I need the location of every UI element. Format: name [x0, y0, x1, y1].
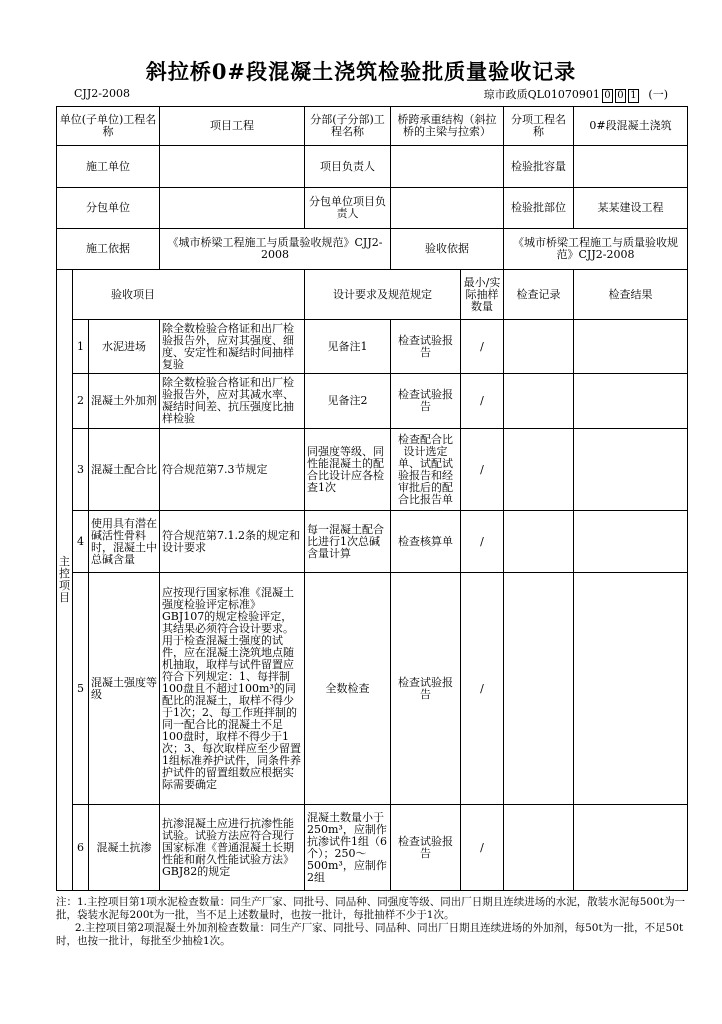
row-item-name: 混凝土强度等级 [89, 573, 160, 805]
form-code-suffix: (一) [648, 88, 668, 101]
row-item-name: 混凝土配合比 [89, 429, 160, 511]
column-header-item: 验收项目 [73, 270, 305, 320]
item-name-value[interactable]: 0#段混凝土浇筑 [574, 107, 688, 146]
batch-location-label: 检验批部位 [504, 188, 574, 229]
subcontractor-value[interactable] [160, 188, 305, 229]
form-code-digit: 0 [615, 89, 626, 103]
table-row [57, 374, 688, 429]
note-1: 注：1.主控项目第1项水泥检查数量：同生产厂家、同批号、同品种、同强度等级、同出厂日期且连续进场的水泥，散装水泥每500t为一批，袋装水泥每200t为一批，当不足上述数量时，也按一批计，每批抽样不少于1次。 [56, 896, 685, 921]
row-requirement: 除全数检验合格证和出厂检验报告外，应对其强度、细度、安定性和凝结时间抽样复验 [160, 320, 305, 374]
row-method: 检查试验报告 [391, 374, 461, 429]
row-number: 4 [73, 511, 89, 573]
unit-name-value[interactable]: 项目工程 [160, 107, 305, 146]
project-manager-label: 项目负责人 [305, 146, 391, 188]
row-method: 检查试验报告 [391, 805, 461, 891]
inspection-record-table [56, 106, 688, 891]
sub-pm-label: 分包单位项目负责人 [305, 188, 391, 229]
row-record[interactable] [504, 320, 574, 374]
division-name-label: 分部(子分部)工程名称 [305, 107, 391, 146]
acceptance-basis-value[interactable]: 《城市桥梁工程施工与质量验收规范》CJJ2-2008 [504, 229, 688, 270]
row-item-name: 使用具有潜在碱活性骨料时，混凝土中总碱含量 [89, 511, 160, 573]
row-spec: 每一混凝土配合比进行1次总碱含量计算 [305, 511, 391, 573]
row-method: 检查核算单 [391, 511, 461, 573]
table-row [57, 805, 688, 891]
table-row [57, 320, 688, 374]
table-row [57, 429, 688, 511]
batch-location-value[interactable]: 某某建设工程 [574, 188, 688, 229]
row-result[interactable] [574, 320, 688, 374]
row-spec: 见备注2 [305, 374, 391, 429]
row-number: 5 [73, 573, 89, 805]
column-header-sample: 最小/实际抽样数量 [461, 270, 504, 320]
row-record[interactable] [504, 805, 574, 891]
form-code-digit: 0 [602, 89, 613, 103]
row-record[interactable] [504, 573, 574, 805]
batch-capacity-value[interactable] [574, 146, 688, 188]
note-2: 2.主控项目第2项混凝土外加剂检查数量：同生产厂家、同批号、同品种、同出厂日期且连续进场的外加剂，每50t为一批，不足50t时，也按一批计，每批至少抽检1次。 [56, 922, 684, 947]
sub-pm-value[interactable] [391, 188, 504, 229]
row-sample[interactable]: / [461, 805, 504, 891]
column-header-record: 检查记录 [504, 270, 574, 320]
row-item-name: 混凝土抗渗 [89, 805, 160, 891]
row-item-name: 混凝土外加剂 [89, 374, 160, 429]
row-requirement: 应按现行国家标准《混凝土强度检验评定标准》GBJ107的规定检验评定，其结果必须符合设计要求。用于检查混凝土强度的试件，应在混凝土浇筑地点随机抽取，取样与试件留置应符合下列规定：1、每拌制100盘且不超过100m³的同配比的混凝土，取样不得少于1次；2、每工作班拌制的同一配合比的混凝土不足100盘时，取样不得少于1次；3、每次取样应至少留置1组标准养护试件，同条件养护试件的留置组数应根据实际需要确定 [160, 573, 305, 805]
acceptance-basis-label: 验收依据 [391, 229, 504, 270]
page-title: 斜拉桥0#段混凝土浇筑检验批质量验收记录 [145, 59, 577, 84]
row-result[interactable] [574, 573, 688, 805]
row-number: 6 [73, 805, 89, 891]
row-item-name: 水泥进场 [89, 320, 160, 374]
row-sample[interactable]: / [461, 374, 504, 429]
division-name-value[interactable]: 桥跨承重结构（斜拉桥的主梁与拉索） [391, 107, 504, 146]
row-method: 检查试验报告 [391, 320, 461, 374]
row-result[interactable] [574, 429, 688, 511]
row-result[interactable] [574, 374, 688, 429]
row-sample[interactable]: / [461, 429, 504, 511]
row-requirement: 符合规范第7.1.2条的规定和设计要求 [160, 511, 305, 573]
column-header-result: 检查结果 [574, 270, 688, 320]
row-method: 检查配合比设计选定单、试配试验报告和经审批后的配合比报告单 [391, 429, 461, 511]
row-result[interactable] [574, 805, 688, 891]
row-number: 1 [73, 320, 89, 374]
form-code-prefix: 琼市政质QL01070901 [483, 88, 600, 101]
contractor-value[interactable] [160, 146, 305, 188]
row-sample[interactable]: / [461, 320, 504, 374]
row-result[interactable] [574, 511, 688, 573]
unit-name-label: 单位(子单位)工程名称 [57, 107, 160, 146]
main-control-side-label: 主 控 项 目 [57, 270, 73, 891]
form-code [484, 86, 668, 103]
construction-basis-label: 施工依据 [57, 229, 160, 270]
row-sample[interactable]: / [461, 511, 504, 573]
batch-capacity-label: 检验批容量 [504, 146, 574, 188]
row-sample[interactable]: / [461, 573, 504, 805]
project-manager-value[interactable] [391, 146, 504, 188]
table-row [57, 573, 688, 805]
row-spec: 混凝土数量小于250m³，应制作抗渗试件1组（6个）；250～500m³，应制作2组 [305, 805, 391, 891]
row-record[interactable] [504, 374, 574, 429]
construction-basis-value[interactable]: 《城市桥梁工程施工与质量验收规范》CJJ2-2008 [160, 229, 391, 270]
row-number: 2 [73, 374, 89, 429]
row-spec: 同强度等级、同性能混凝土的配合比设计应各检查1次 [305, 429, 391, 511]
column-header-spec: 设计要求及规范规定 [305, 270, 461, 320]
row-record[interactable] [504, 429, 574, 511]
form-code-digit: 1 [628, 89, 639, 103]
row-record[interactable] [504, 511, 574, 573]
subcontractor-label: 分包单位 [57, 188, 160, 229]
row-requirement: 抗渗混凝土应进行抗渗性能试验。试验方法应符合现行国家标准《普通混凝土长期性能和耐久性能试验方法》GBJ82的规定 [160, 805, 305, 891]
standard-code: CJJ2-2008 [74, 87, 130, 100]
row-method: 检查试验报告 [391, 573, 461, 805]
row-spec: 全数检查 [305, 573, 391, 805]
row-number: 3 [73, 429, 89, 511]
table-row [57, 511, 688, 573]
notes [56, 896, 688, 948]
row-spec: 见备注1 [305, 320, 391, 374]
item-name-label: 分项工程名称 [504, 107, 574, 146]
row-requirement: 除全数检验合格证和出厂检验报告外，应对其减水率、凝结时间差、抗压强度比抽样检验 [160, 374, 305, 429]
row-requirement: 符合规范第7.3节规定 [160, 429, 305, 511]
contractor-label: 施工单位 [57, 146, 160, 188]
